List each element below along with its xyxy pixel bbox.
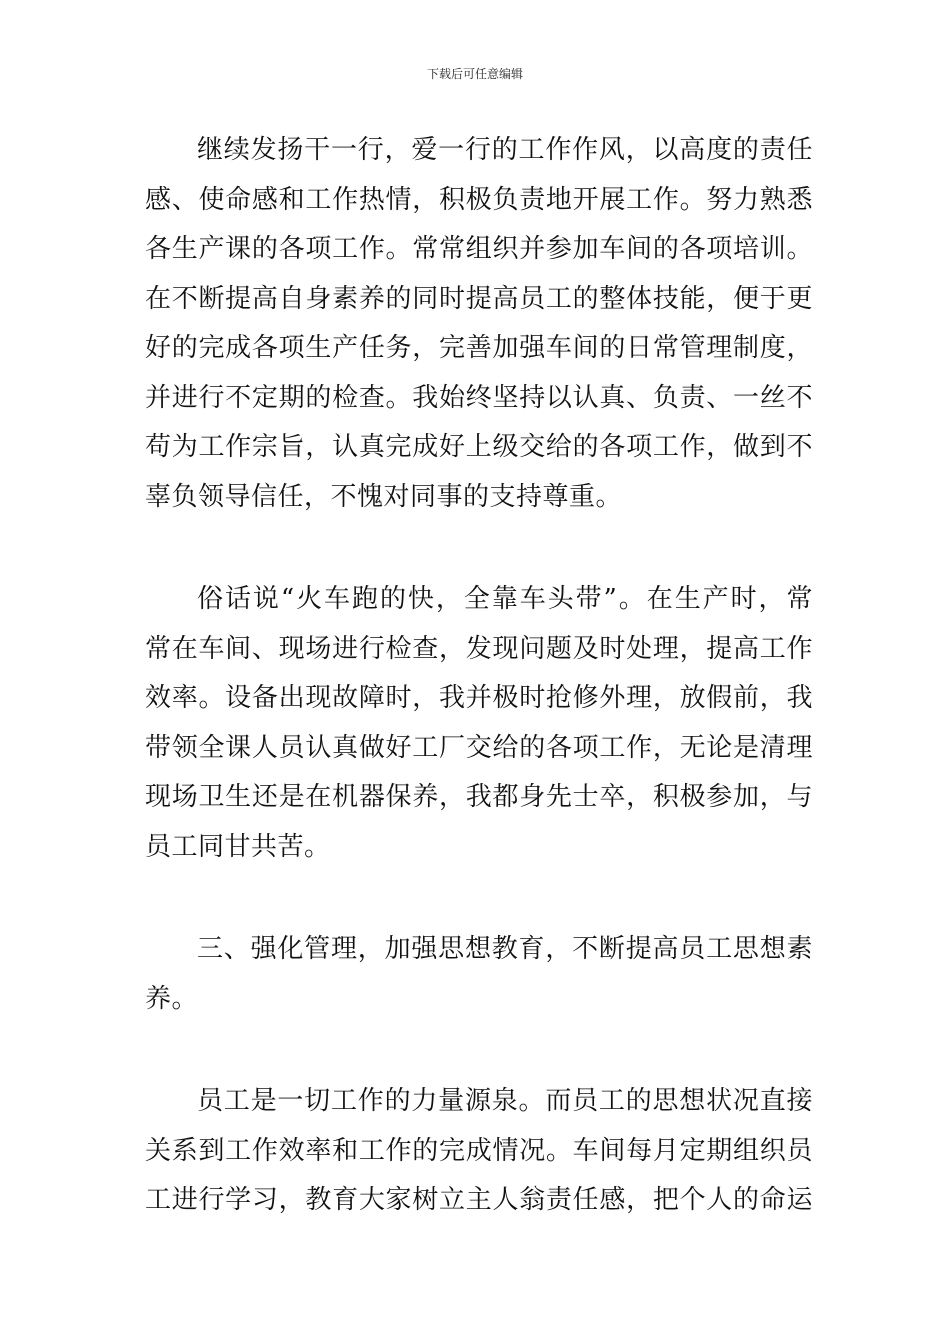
text-line: 在不断提高自身素养的同时提高员工的整体技能，便于更 [145,283,813,314]
text-line: 辜负领导信任，不愧对同事的支持尊重。 [145,481,623,512]
text-line: 并进行不定期的检查。我始终坚持以认真、负责、一丝不 [145,382,813,413]
document-body [145,126,813,1226]
text-line: 各生产课的各项工作。常常组织并参加车间的各项培训。 [145,234,813,264]
text-line: 带领全课人员认真做好工厂交给的各项工作，无论是清理 [145,732,813,763]
text-line: 三、强化管理，加强思想教育，不断提高员工思想素 [197,934,813,964]
text-line: 常在车间、现场进行检查，发现问题及时处理，提高工作 [145,633,813,664]
section-heading-management [145,925,813,1024]
text-line: 员工同甘共苦。 [145,831,331,862]
text-line: 感、使命感和工作热情，积极负责地开展工作。努力熟悉 [145,184,813,215]
text-line: 工进行学习，教育大家树立主人翁责任感，把个人的命运 [145,1185,813,1215]
paragraph-leadership [145,575,813,872]
paragraph-employee-thinking [145,1077,813,1226]
paragraph-work-style [145,126,813,522]
page-header: 下载后可任意编辑 [426,67,523,81]
text-line: 苟为工作宗旨，认真完成好上级交给的各项工作，做到不 [145,432,813,462]
text-line: 俗话说“火车跑的快，全靠车头带”。在生产时，常 [197,584,813,614]
text-line: 养。 [145,983,199,1014]
text-line: 继续发扬干一行，爱一行的工作作风，以高度的责任 [197,135,813,165]
text-line: 效率。设备出现故障时，我并极时抢修外理，放假前，我 [145,683,813,713]
text-line: 现场卫生还是在机器保养，我都身先士卒，积极参加，与 [145,782,813,812]
text-line: 员工是一切工作的力量源泉。而员工的思想状况直接 [197,1086,813,1116]
text-line: 关系到工作效率和工作的完成情况。车间每月定期组织员 [145,1135,813,1166]
text-line: 好的完成各项生产任务，完善加强车间的日常管理制度， [145,333,813,363]
